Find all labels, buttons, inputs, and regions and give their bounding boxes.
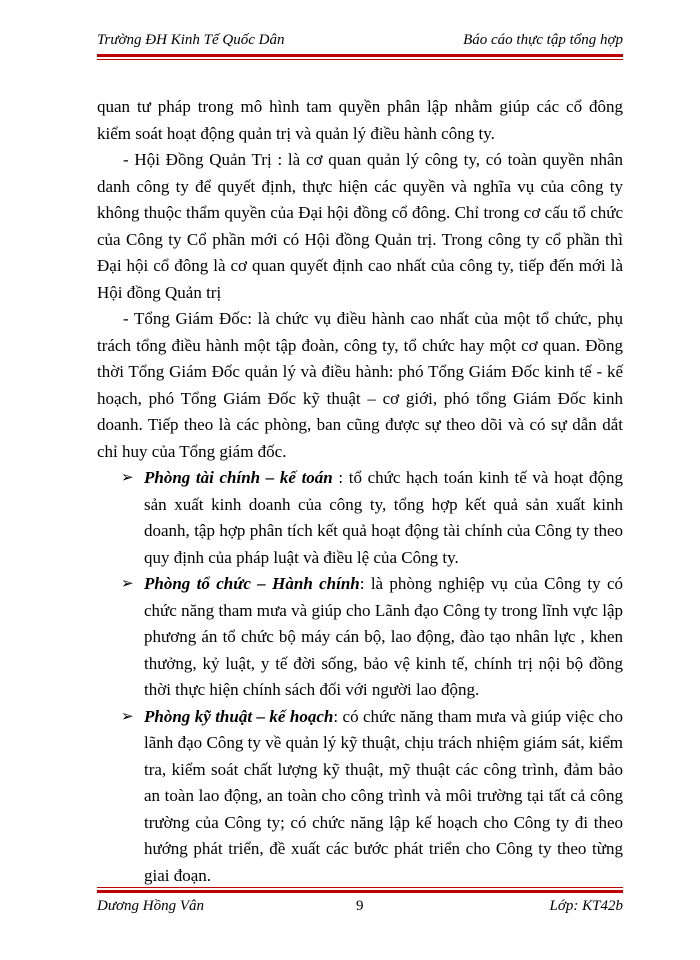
header-rule-thick (97, 54, 623, 57)
footer-author: Dương Hồng Vân (97, 898, 205, 914)
page-header (97, 28, 623, 54)
footer-rule-thick (97, 890, 623, 893)
paragraph-continuation: quan tư pháp trong mô hình tam quyền phân lập nhằm giúp các cổ đông kiểm soát hoạt động quản trị và quản lý điều hành công ty. (97, 97, 623, 143)
footer-class: Lớp: KT42b (549, 898, 623, 914)
bullet-text: : có chức năng tham mưa và giúp việc cho lãnh đạo Công ty về quản lý kỹ thuật, chịu trách nhiệm giám sát, kiểm tra, kiểm soát chất lượng kỹ thuật, mỹ thuật các công trình, đảm bảo an toàn lao động, an toàn cho công trình và môi trường tại tất cả công trường của Công ty; có chức năng lập kế hoạch cho Công ty đi theo hướng phát triển, đề xuất các bước phát triển cho Công ty theo từng giai đoạn. (144, 706, 623, 885)
page-footer (97, 896, 623, 918)
header-rule-thin (97, 59, 623, 60)
footer-rule-thin (97, 887, 623, 888)
bullet-term: Phòng kỹ thuật – kế hoạch (144, 706, 334, 726)
arrow-bullet-icon: ➢ (121, 470, 134, 486)
bullet-term: Phòng tổ chức – Hành chính (144, 574, 360, 593)
header-university: Trường ĐH Kinh Tế Quốc Dân (97, 32, 285, 48)
bullet-term: Phòng tài chính – kế toán (144, 468, 333, 487)
arrow-bullet-icon: ➢ (121, 708, 134, 725)
paragraph-general-director: - Tổng Giám Đốc: là chức vụ điều hành cao nhất của một tổ chức, phụ trách tổng điều hành một tập đoàn, công ty, tổ chức hay một cơ quan. Đồng thời Tổng Giám Đốc quản lý và điều hành: phó Tổng Giám Đốc kinh tế - kế hoạch, phó Tổng Giám Đốc kỹ thuật – cơ giới, phó tổng Giám Đốc kinh doanh. Tiếp theo là các phòng, ban cũng được sự theo dõi và có sự dẫn dắt chỉ huy của Tổng giám đốc. (97, 309, 623, 461)
bullet-text: : tổ chức hạch toán kinh tế và hoạt động sản xuất kinh doanh của công ty, tổng hợp kết quả sản xuất kinh doanh, tập hợp phân tích kết quả hoạt động tài chính của Công ty theo quy định của pháp luật và điều lệ của Công ty. (144, 468, 623, 567)
bullet-item-finance (97, 465, 623, 571)
bullet-text: : là phòng nghiệp vụ của Công ty có chức năng tham mưa và giúp cho Lãnh đạo Công ty trong lĩnh vực lập phương án tổ chức bộ máy cán bộ, lao động, đào tạo nhân lực , khen thưởng, kỷ luật, y tế đời sống, bảo vệ kinh tế, chính trị nội bộ đồng thời thực hiện chính sách đối với người lao động. (144, 574, 623, 699)
page-number: 9 (356, 898, 364, 914)
bullet-item-organization (97, 571, 623, 704)
bullet-item-technical (97, 704, 623, 890)
header-report-title: Báo cáo thực tập tổng hợp (463, 32, 623, 48)
arrow-bullet-icon: ➢ (121, 576, 134, 592)
paragraph-board-of-directors: - Hội Đồng Quản Trị : là cơ quan quản lý công ty, có toàn quyền nhân danh công ty để quyết định, thực hiện các quyền và nghĩa vụ của công ty không thuộc thẩm quyền của Đại hội đồng cổ đông. Chỉ trong cơ cấu tổ chức của Công ty Cổ phần mới có Hội đồng Quản trị. Trong công ty cổ phần thì Đại hội cổ đông là cơ quan quyết định cao nhất của công ty, tiếp đến mới là Hội đồng Quản trị (97, 150, 623, 302)
document-body (97, 94, 623, 889)
